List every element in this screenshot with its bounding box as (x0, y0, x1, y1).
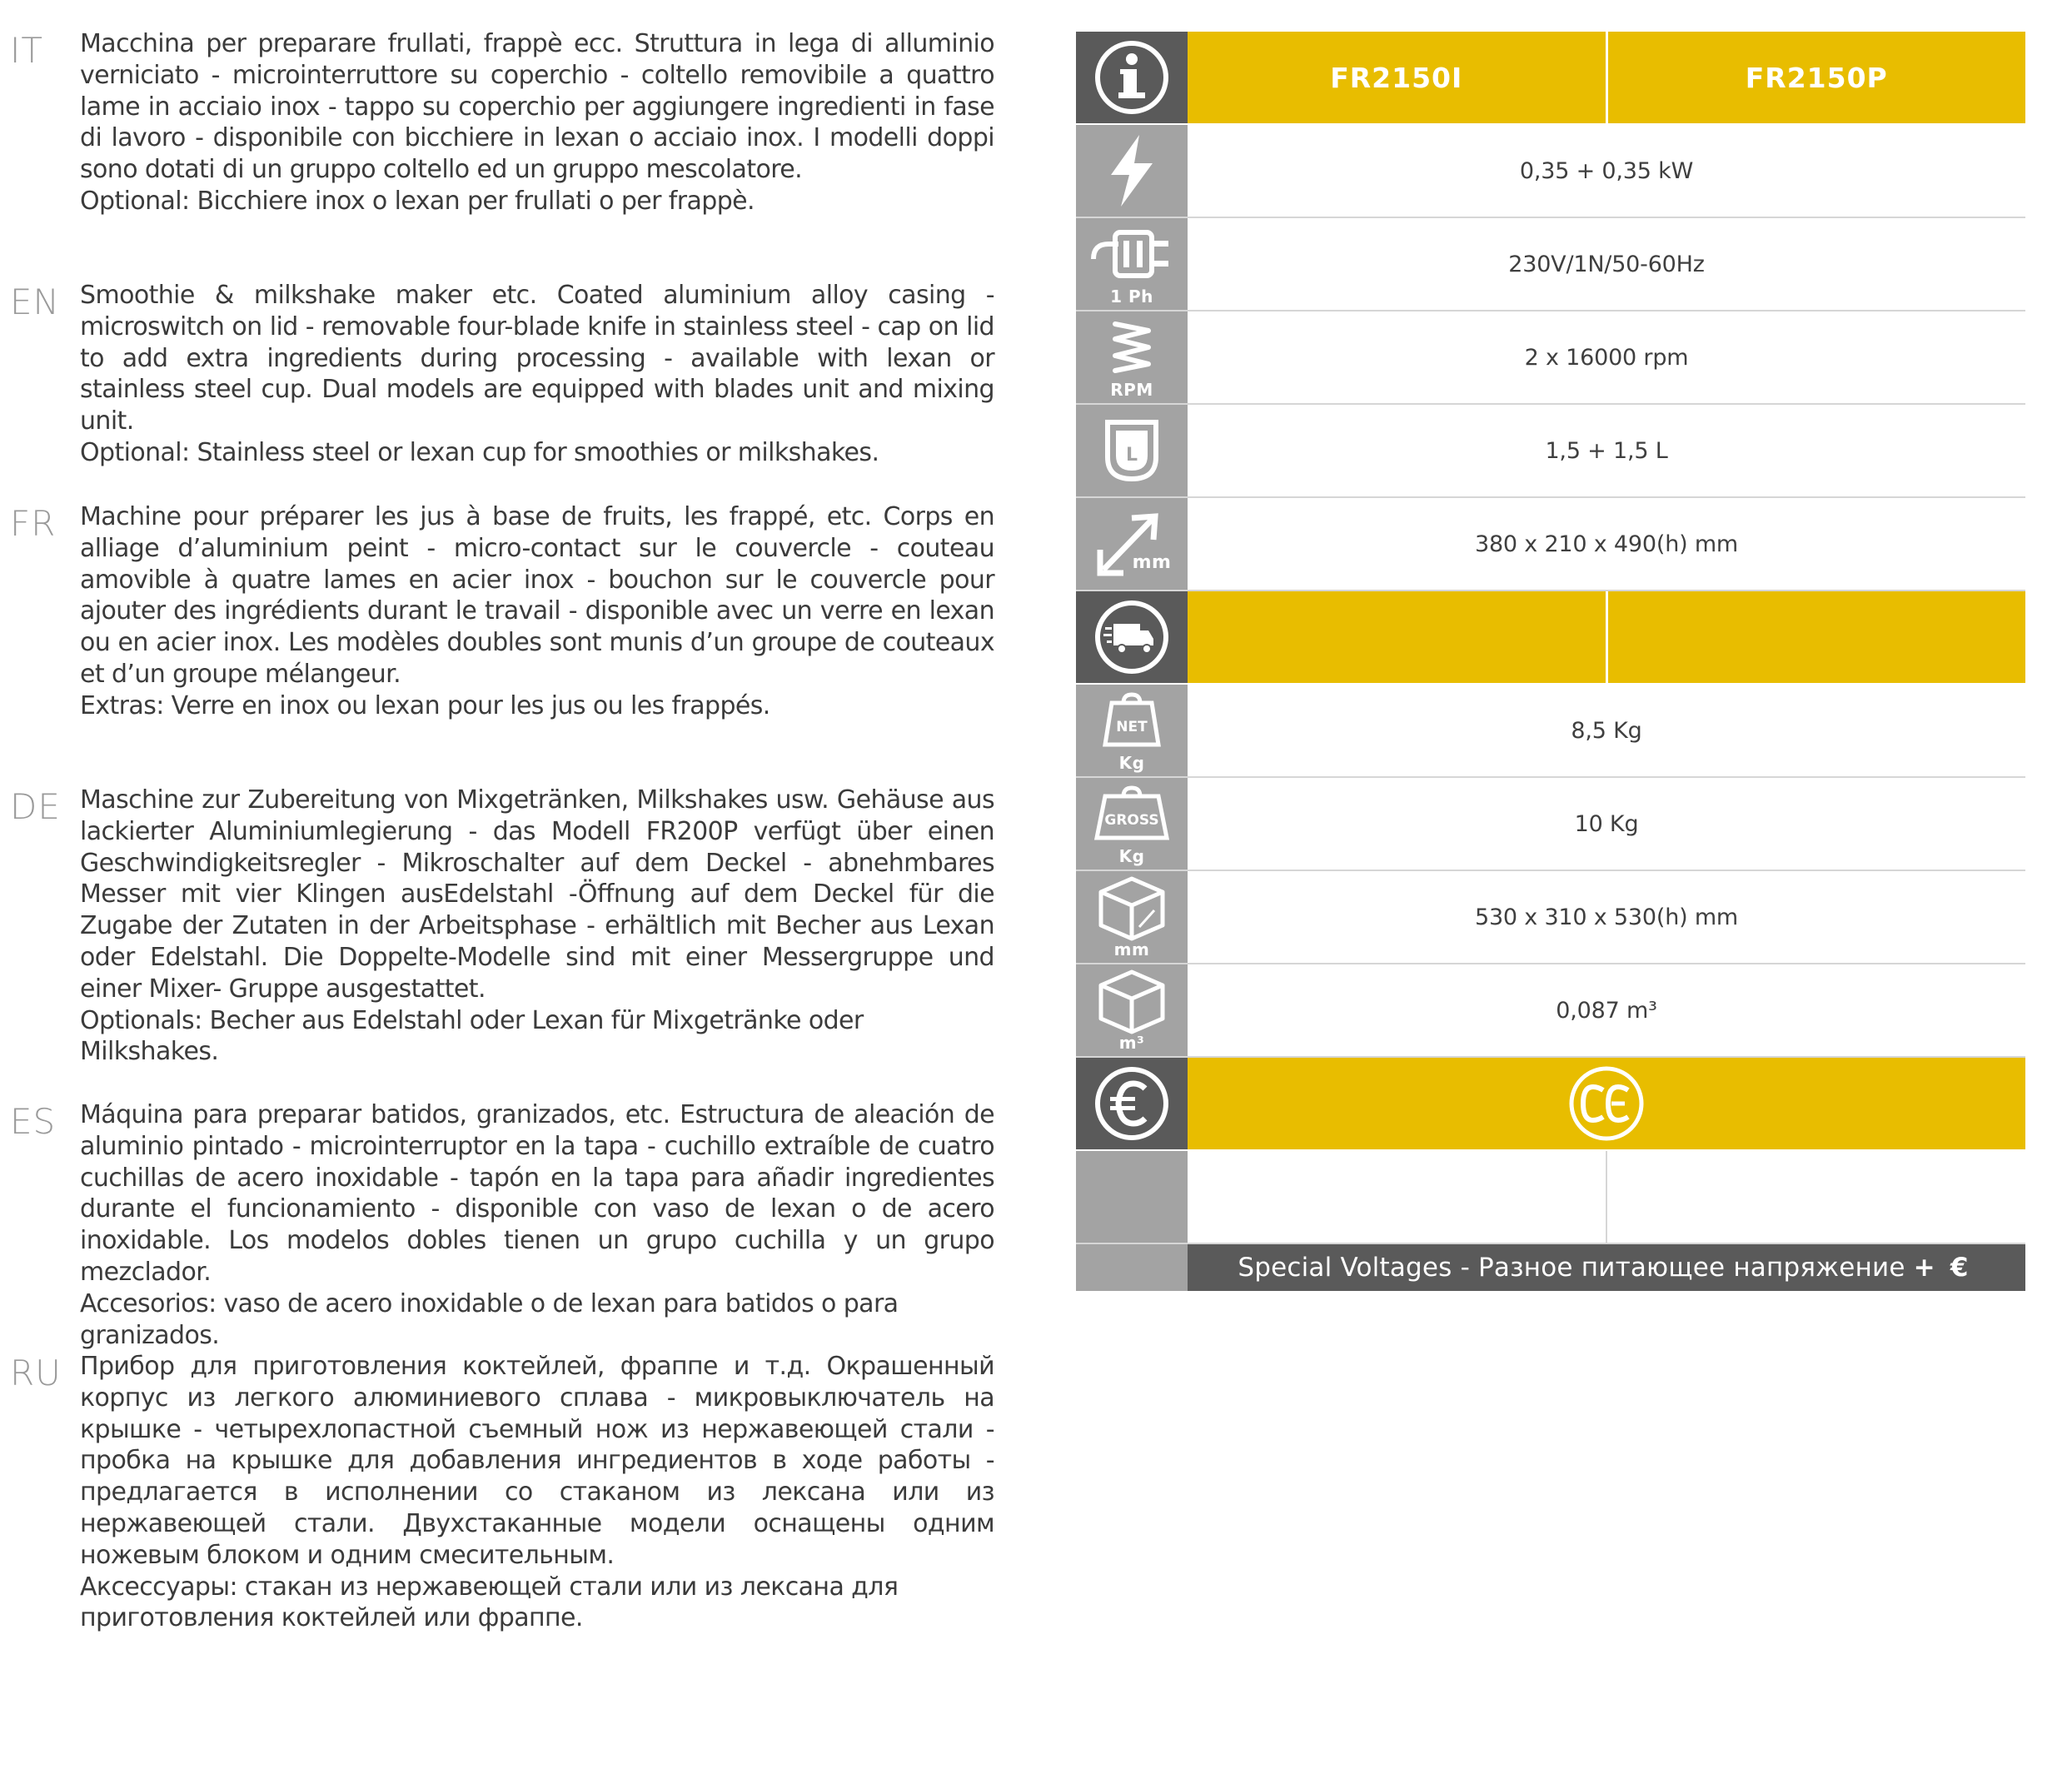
power-bolt-icon (1076, 125, 1188, 217)
volume-box-icon (1076, 964, 1188, 1056)
net-weight-value: 8,5 Kg (1571, 717, 1642, 744)
description-optional: Optionals: Becher aus Edelstahl oder Lexan für Mixgetränke oder Milkshakes. (80, 1005, 864, 1067)
euro-icon (1076, 1058, 1188, 1149)
euro-sign: € (1950, 1253, 1969, 1283)
volume-value: 0,087 m³ (1556, 997, 1657, 1024)
gross-weight-value: 10 Kg (1574, 810, 1639, 837)
net-weight-icon (1076, 685, 1188, 776)
spec-table (1076, 32, 2025, 1291)
capacity-cup-icon (1076, 405, 1188, 496)
description-optional: Extras: Verre en inox ou lexan pour les jus ou les frappés. (80, 690, 770, 720)
delivery-truck-icon (1076, 591, 1188, 683)
language-code: IT (10, 30, 44, 71)
language-code: RU (10, 1353, 62, 1393)
dimensions-arrow-icon (1076, 498, 1188, 590)
package-box-icon (1076, 871, 1188, 963)
spec-row-models (1076, 32, 2025, 125)
gross-weight-label: GROSS (1104, 812, 1159, 829)
description-body: Прибор для приготовления коктейлей, фраппе и т.д. Окрашенный корпус из легкого алюминиевого сплава - микровыключатель на крышке - четырехлопастной съемный нож из нержавеющей стали - пробка на крышке для добавления ингредиентов в ходе работы - предлагается в исполнении со стаканом из лексана или из нержавеющей стали. Двухстаканные модели оснащены одним ножевым блоком и одним смесительным. (80, 1352, 994, 1570)
rpm-icon-label: RPM (1110, 380, 1153, 400)
description-optional: Аксессуары: стакан из нержавеющей стали или из лексана для приготовления коктейлей или фраппе. (80, 1572, 899, 1633)
spec-row-capacity (1076, 405, 2025, 498)
spec-row-price (1076, 1058, 2025, 1151)
voltage-value: 230V/1N/50-60Hz (1508, 251, 1705, 277)
description-body: Machine pour préparer les jus à base de fruits, les frappé, etc. Corps en alliage d’aluminium peint - micro-contact sur le couvercle - couteau amovible à quatre lames en acier inox - bouchon sur le couvercle pour ajouter des ingrédients durant le travail - disponible avec un verre en lexan ou en acier inox. Les modèles doubles sont munis d’un groupe de couteaux et d’un groupe mélangeur. (80, 502, 994, 689)
model-name: FR2150P (1606, 32, 2026, 123)
plus-sign: + (1913, 1253, 1935, 1283)
info-icon (1076, 32, 1188, 123)
svg-text:L: L (1125, 445, 1138, 466)
spec-row-dimensions (1076, 498, 2025, 591)
dimensions-icon-label: mm (1132, 552, 1172, 573)
volume-icon-label: m³ (1118, 1033, 1145, 1053)
plug-icon (1076, 218, 1188, 310)
dimensions-value: 380 x 210 x 490(h) mm (1474, 531, 1739, 557)
spec-row-delivery (1076, 591, 2025, 685)
gross-weight-icon (1076, 778, 1188, 870)
spec-row-net-weight (1076, 685, 2025, 778)
rpm-spring-icon (1076, 311, 1188, 403)
description-optional: Optional: Bicchiere inox o lexan per frullati o per frappè. (80, 186, 755, 216)
spec-row-gross-weight (1076, 778, 2025, 871)
rpm-value: 2 x 16000 rpm (1524, 344, 1689, 371)
description-optional: Accesorios: vaso de acero inoxidable o de lexan para batidos o para granizados. (80, 1288, 899, 1350)
spec-row-package-dimensions (1076, 871, 2025, 964)
package-dimensions-value: 530 x 310 x 530(h) mm (1474, 904, 1739, 930)
description-optional: Optional: Stainless steel or lexan cup for smoothies or milkshakes. (80, 437, 879, 467)
power-value: 0,35 + 0,35 kW (1519, 157, 1694, 184)
description-body: Maschine zur Zubereitung von Mixgetränken, Milkshakes usw. Gehäuse aus lackierter Aluminiumlegierung - das Modell FR200P verfügt über einen Geschwindigkeitsregler - Mikroschalter auf dem Deckel - abnehmbares Messer mit vier Klingen ausEdelstahl -Öffnung auf dem Deckel für die Zugabe der Zutaten in der Arbeitsphase - erhältlich mit Becher aus Lexan oder Edelstahl. Die Doppelte-Modelle sind mit einer Messergruppe und einer Mixer- Gruppe ausgestattet. (80, 785, 994, 1004)
voltage-icon-label: 1 Ph (1110, 287, 1153, 306)
language-code: ES (10, 1101, 57, 1142)
description-body: Smoothie & milkshake maker etc. Coated aluminium alloy casing - microswitch on lid - removable four-blade knife in stainless steel - cap on lid to add extra ingredients during processing - available with lexan or stainless steel cup. Dual models are equipped with blades unit and mixing unit. (80, 281, 994, 436)
gross-weight-unit: Kg (1118, 846, 1145, 866)
language-code: FR (10, 503, 57, 544)
spec-row-rpm (1076, 311, 2025, 405)
net-weight-unit: Kg (1118, 753, 1145, 773)
language-code: DE (10, 786, 61, 827)
description-body: Macchina per preparare frullati, frappè ecc. Struttura in lega di alluminio verniciato - microinterruttore su coperchio - coltello removibile a quattro lame in acciaio inox - tappo su coperchio per aggiungere ingredienti in fase di lavoro - disponibile con bicchiere in lexan o acciaio inox. I modelli doppi sono dotati di un gruppo coltello ed un gruppo mescolatore. (80, 29, 994, 185)
spec-row-volume (1076, 964, 2025, 1058)
language-code: EN (10, 282, 60, 322)
package-icon-label: mm (1113, 939, 1150, 959)
spec-row-price-values (1076, 1151, 2025, 1244)
special-voltages-footer (1076, 1244, 2025, 1291)
spec-row-power (1076, 125, 2025, 218)
ce-mark-icon (1568, 1065, 1645, 1142)
net-weight-label: NET (1116, 719, 1148, 735)
special-voltages-text: Special Voltages - Разное питающее напряжение (1238, 1253, 1905, 1283)
spec-row-voltage (1076, 218, 2025, 311)
model-name: FR2150I (1330, 61, 1463, 94)
description-body: Máquina para preparar batidos, granizados, etc. Estructura de aleación de aluminio pintado - microinterruptor en la tapa - cuchillo extraíble de cuatro cuchillas de acero inoxidable - tapón en la tapa para añadir ingredientes durante el funcionamiento - disponible con vaso de lexan o de acero inoxidable. Los modelos dobles tienen un grupo cuchilla y un grupo mezclador. (80, 1100, 994, 1287)
capacity-value: 1,5 + 1,5 L (1545, 437, 1668, 464)
